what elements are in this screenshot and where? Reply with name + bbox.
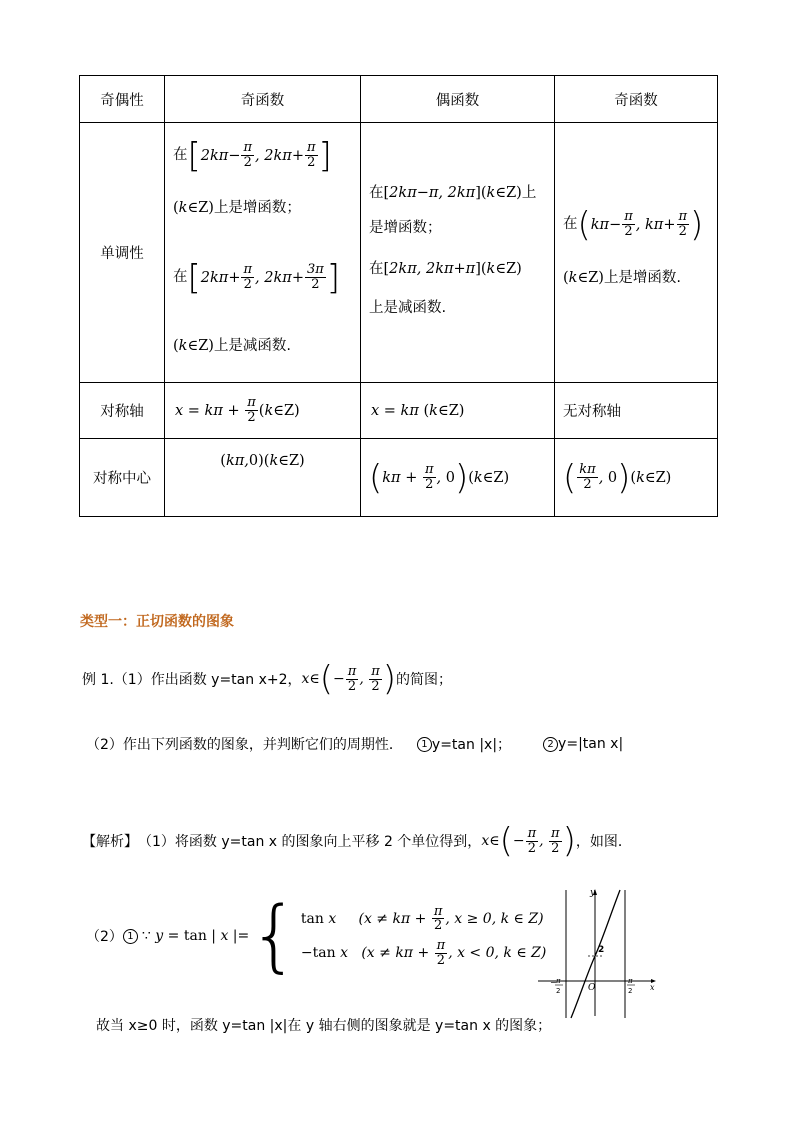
solution-conclusion: 故当 x≥0 时，函数 y=tan |x|在 y 轴右侧的图象就是 y=tan x 的图象； <box>96 1018 552 1034</box>
example-part1: 例 1.（1）作出函数 y=tan x+2， x∈(− $\frac{\pi}{2}$ , $\frac{\pi}{2}$ ) 的简图； <box>82 659 453 699</box>
math-line: 上是减函数. <box>369 300 447 317</box>
left-tick-minus: − <box>550 978 557 987</box>
table-cell <box>165 383 361 439</box>
table-cell <box>555 383 718 439</box>
table-cell <box>361 383 555 439</box>
piecewise-cases: tan x (x ≠ kπ + $\frac{\pi}{2}$ , x ≥ 0, k ∈ Z) −tan x (x ≠ kπ + $\frac{\pi}{2}$ , x < 0, k ∈ Z) <box>300 903 547 968</box>
table-cell <box>165 123 361 383</box>
math-line: 在 (kπ− $\frac{\pi}{2}$ , kπ+ $\frac{\pi}{2}$ ) <box>563 204 704 245</box>
math-line: 在 [2kπ+ $\frac{\pi}{2}$ , 2kπ+ $\frac{3\pi}{2}$ ] <box>173 257 341 298</box>
properties-table <box>79 75 718 517</box>
math-line: x = kπ (k∈Z) <box>371 402 465 419</box>
row-label: 单调性 <box>80 123 165 383</box>
circled-number: 1 <box>417 737 432 752</box>
example-part2: （2）作出下列函数的图象，并判断它们的周期性． 1 y=tan |x|； 2 y=|tan x| <box>86 736 624 753</box>
row-label: 对称轴 <box>80 383 165 439</box>
math-line: 在 [2kπ−π, 2kπ](k∈Z) 上 <box>369 185 537 202</box>
circled-number: 2 <box>543 737 558 752</box>
table-row <box>80 439 718 517</box>
table-cell <box>361 439 555 517</box>
tan-graph <box>530 884 662 1022</box>
table-cell <box>361 123 555 383</box>
y-tick-label: 2 <box>598 945 605 955</box>
circled-number: 1 <box>123 929 138 944</box>
table-row <box>80 76 718 123</box>
left-tick-den: 2 <box>556 987 561 995</box>
table-cell: 奇函数 <box>555 76 718 123</box>
math-line: 在 [2kπ, 2kπ+π](k∈Z) <box>369 261 522 278</box>
math-line: 在 [2kπ− $\frac{\pi}{2}$ , 2kπ+ $\frac{\pi}{2}$ ] <box>173 135 332 176</box>
right-tick-num: π <box>628 977 633 985</box>
table-cell: 奇函数 <box>165 76 361 123</box>
math-line: (kπ + $\frac{\pi}{2}$ , 0)(k∈Z) <box>369 457 510 498</box>
table-cell: (kπ,0)(k∈Z) <box>165 439 361 517</box>
math-line: 无对称轴 <box>563 404 621 420</box>
math-line: (k∈Z) 上是增函数； <box>173 200 301 217</box>
left-tick-num: π <box>556 977 561 985</box>
math-line: x = kπ + $\frac{\pi}{2}$ (k∈Z) <box>175 395 300 425</box>
y-label: y <box>590 888 596 898</box>
x-label: x <box>650 983 655 992</box>
table-row <box>80 123 718 383</box>
solution-part2: （2） 1 ∵ y = tan | x |= { tan x (x ≠ kπ + $\frac{\pi}{2}$ , x ≥ 0, k ∈ Z) −tan x (x ≠ kπ + $\frac{\pi}{2}$ , x < 0, k ∈ Z) <box>86 891 547 981</box>
math-line: (k∈Z) 上是增函数. <box>563 270 682 287</box>
table-cell <box>555 123 718 383</box>
table-cell <box>555 439 718 517</box>
math-line: ( $\frac{k\pi}{2}$ , 0)(k∈Z) <box>563 457 672 498</box>
section-heading: 类型一：正切函数的图象 <box>80 614 234 630</box>
row-label: 奇偶性 <box>80 76 165 123</box>
math-line: 是增函数； <box>369 220 442 237</box>
table-cell: 偶函数 <box>361 76 555 123</box>
math-line: (k∈Z) 上是减函数. <box>173 338 292 355</box>
origin-label: O <box>588 983 596 993</box>
table-row <box>80 383 718 439</box>
solution-line1: 【解析】 （1）将函数 y=tan x 的图象向上平移 2 个单位得到， x∈(− $\frac{\pi}{2}$ , $\frac{\pi}{2}$ ) ，如图． <box>82 821 632 861</box>
row-label: 对称中心 <box>80 439 165 517</box>
right-tick-den: 2 <box>628 987 633 995</box>
